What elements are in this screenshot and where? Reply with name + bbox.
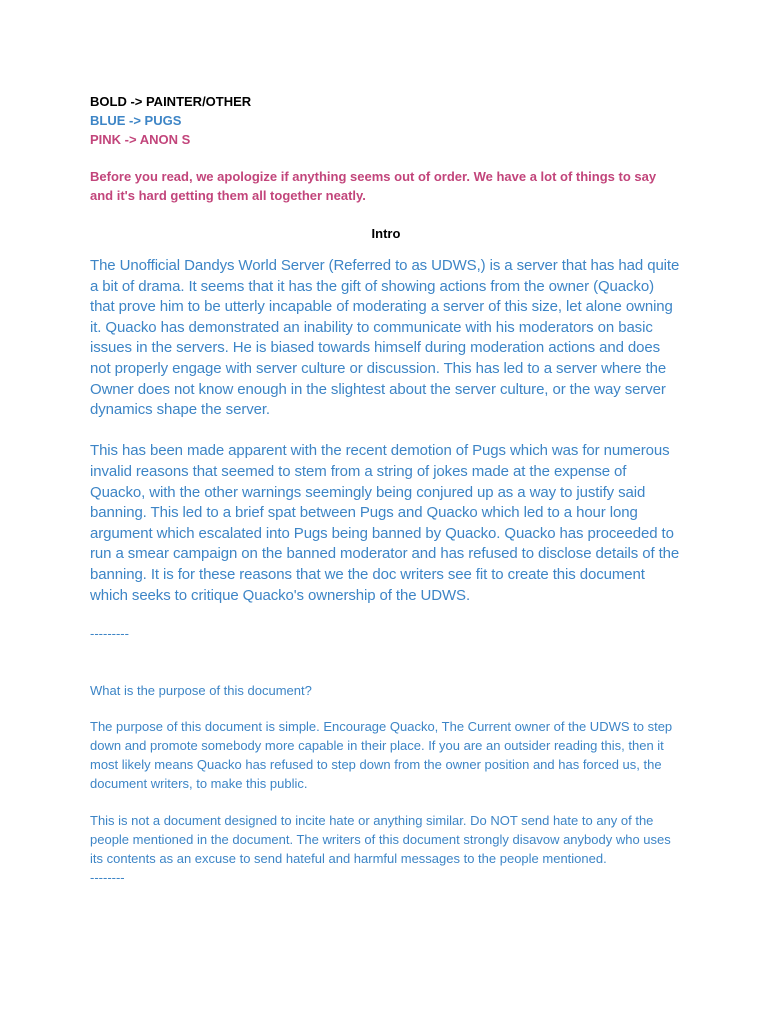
section-divider-end: ‐‐‐‐‐‐‐‐ bbox=[90, 870, 125, 886]
purpose-question: What is the purpose of this document? bbox=[90, 683, 312, 699]
intro-paragraph-2: This has been made apparent with the recent demotion of Pugs which was for numerous invalid reasons that seemed to stem from a string of jokes made at the expense of Quacko, with the other warnings seemingly being conjured up as a way to justify said banning. This led to a brief spat between Pugs and Quacko which led to a hour long argument which escalated into Pugs being banned by Quacko. Quacko has proceeded to run a smear campaign on the banned moderator and has refused to disclose details of the banning. It is for these reasons that we the doc writers see fit to create this document which seeks to critique Quacko's ownership of the UDWS. bbox=[90, 442, 680, 604]
purpose-paragraph-1: The purpose of this document is simple. Encourage Quacko, The Current owner of the UDWS to step down and promote somebody more capable in their place. If you are an outsider reading this, then it most likely means Quacko has refused to step down from the owner position and has forced us, the document writers, to make this public. bbox=[90, 719, 673, 791]
intro-paragraph-1: The Unofficial Dandys World Server (Referred to as UDWS,) is a server that has had quite a bit of drama. It seems that it has the gift of showing actions from the owner (Quacko) that prove him to be utterly incapable of moderating a server of this size, let alone owning it. Quacko has demonstrated an inability to communicate with his moderators on basic issues in the servers. He is biased towards himself during moderation actions and does not properly engage with server culture or discussion. This has led to a server where the Owner does not know enough in the slightest about the server culture, or the way server dynamics shape the server. bbox=[90, 257, 680, 419]
purpose-paragraph-2: This is not a document designed to incite hate or anything similar. Do NOT send hate to any of the people mentioned in the document. The writers of this document strongly disavow anybody who uses its contents as an excuse to send hateful and harmful messages to the people mentioned. bbox=[90, 812, 671, 866]
document-page bbox=[90, 92, 682, 887]
apology-notice: Before you read, we apologize if anything seems out of order. We have a lot of things to say and it's hard getting them all together neatly. bbox=[90, 169, 657, 203]
section-divider: ‐‐‐‐‐‐‐‐‐ bbox=[90, 626, 129, 642]
legend-bold: BOLD -> PAINTER/OTHER bbox=[90, 94, 252, 109]
legend-blue: BLUE -> PUGS bbox=[90, 113, 182, 128]
legend-pink: PINK -> ANON S bbox=[90, 132, 191, 147]
intro-heading: Intro bbox=[371, 226, 401, 241]
